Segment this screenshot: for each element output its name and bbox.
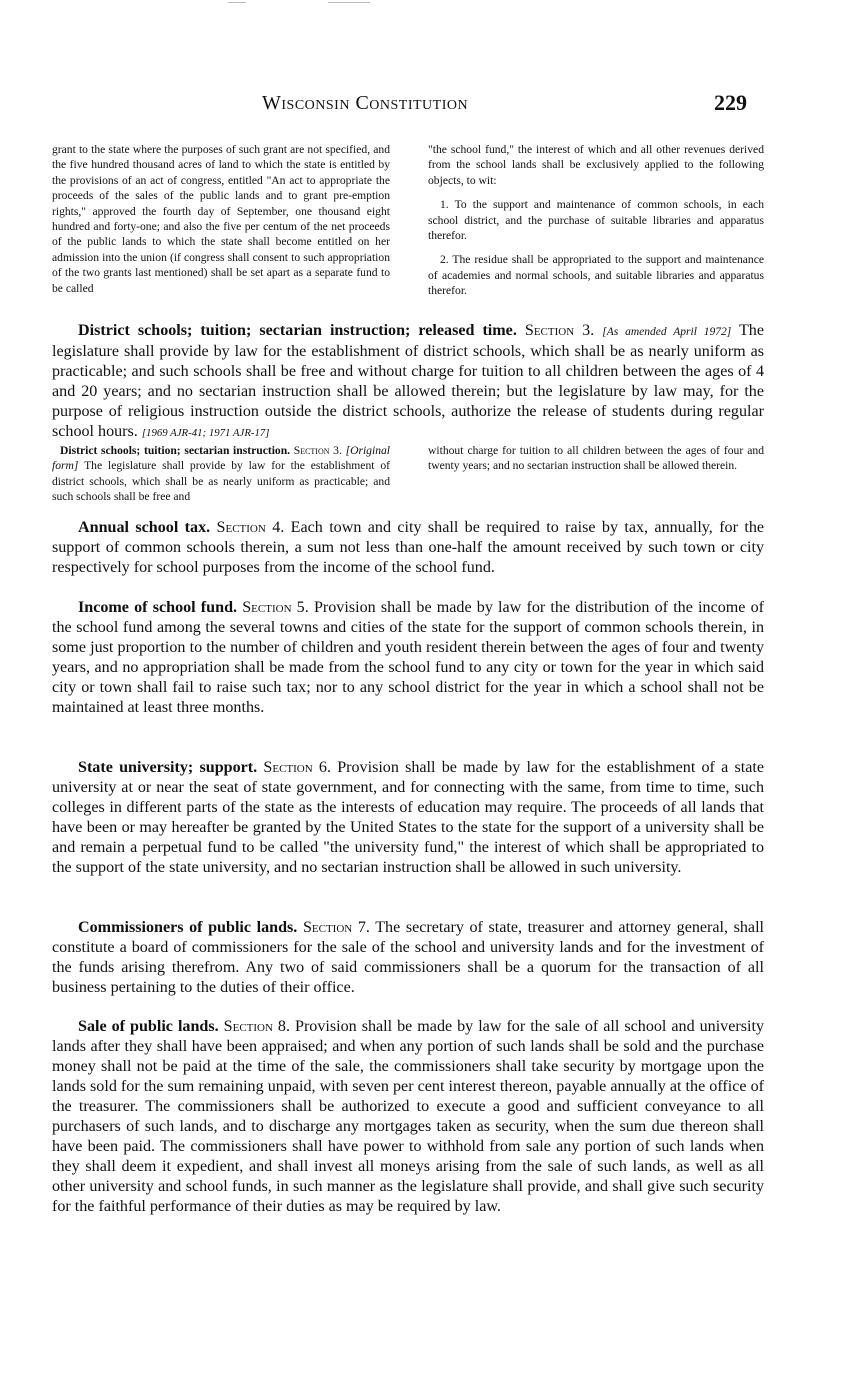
section-4-heading: Annual school tax. [78, 519, 211, 536]
page-number: 229 [714, 90, 747, 115]
original-form-heading: District schools; tuition; sectarian instruction. [60, 444, 291, 457]
section-8 [52, 1017, 764, 1217]
section-3-label: Section 3. [524, 322, 595, 339]
section-7-label: Section 7. [302, 919, 370, 936]
running-title: Wisconsin Constitution [262, 92, 469, 114]
original-form-label: Section 3. [293, 444, 342, 457]
section-7-heading: Commissioners of public lands. [78, 919, 298, 936]
carryover-right-column [428, 142, 764, 308]
carryover-left-column [52, 142, 390, 296]
section-5 [52, 598, 764, 718]
section-4 [52, 518, 764, 578]
section-6-text: Provision shall be made by law for the establishment of a state university at or near the seat of state government, and for connecting with the same, from time to time, such colleges in different parts of the state as the interests of education may require. The proceeds of all lands that have been or may hereafter be granted by the United States to the state for the support of a university shall be and remain a perpetual fund to be called "the university fund," the interest of which shall be appropriated to the support of the state university, and no sectarian instruction shall be allowed in such university. [52, 759, 764, 876]
section-3-amendment: [As amended April 1972] [602, 326, 732, 338]
section-7-text: The secretary of state, treasurer and attorney general, shall constitute a board of commissioners for the sale of the school and university lands and for the investment of the funds arising therefrom. Any two of said commissioners shall be a quorum for the transaction of all business pertaining to the duties of their office. [52, 919, 765, 996]
section-6-heading: State university; support. [78, 759, 258, 776]
section-3-heading: District schools; tuition; sectarian instruction; released time. [78, 322, 517, 339]
section-4-text: Each town and city shall be required to raise by tax, annually, for the support of common schools therein, a sum not less than one-half the amount received by such town or city respectively for school purposes from the income of the school fund. [52, 519, 765, 576]
original-form-text-left: The legislature shall provide by law for the establishment of district schools, which shall be as nearly uniform as practicable; and such schools shall be free and [52, 459, 390, 504]
original-form-left [52, 443, 390, 505]
section-8-text: Provision shall be made by law for the sale of all school and university lands after they shall have been appraised; and when any portion of such lands shall be sold and the purchase money shall not be paid at the time of the sale, the commissioners shall take security by mortgage upon the lands sold for the sum remaining unpaid, with seven per cent interest thereon, payable annually at the office of the treasurer. The commissioners shall be authorized to execute a good and sufficient conveyance to all purchasers of such lands, and to discharge any mortgages taken as security, when the sum due thereon shall have been paid. The commissioners shall have power to withhold from sale any portion of such lands when they shall deem it expedient, and shall invest all moneys arising from the sale of such lands, as well as all other university and school funds, in such manner as the legislature shall provide, and shall give such security for the faithful performance of their duties as may be required by law. [52, 1018, 764, 1215]
original-form-right [428, 443, 764, 474]
carryover-right-intro: "the school fund," the interest of which and all other revenues derived from the school lands shall be exclusively applied to the following objects, to wit: [428, 143, 764, 187]
carryover-item-2: 2. The residue shall be appropriated to the support and maintenance of academies and normal schools, and suitable libraries and apparatus therefor. [428, 253, 764, 298]
section-6 [52, 758, 764, 878]
section-8-heading: Sale of public lands. [78, 1018, 219, 1035]
section-6-label: Section 6. [263, 759, 331, 776]
section-7 [52, 918, 764, 998]
carryover-item-1: 1. To the support and maintenance of common schools, in each school district, and the purchase of suitable libraries and apparatus therefor. [428, 198, 764, 243]
original-form-tag: [Original form] [52, 444, 391, 473]
section-5-label: Section 5. [242, 599, 309, 616]
section-3-note: [1969 AJR-41; 1971 AJR-17] [141, 427, 270, 439]
scan-marks [228, 0, 378, 6]
section-3 [52, 321, 764, 443]
carryover-left-text: grant to the state where the purposes of such grant are not specified, and the five hundred thousand acres of land to which the state is entitled by the provisions of an act of congress, entitled "An act to appropriate the proceeds of the sales of the public lands and to grant pre-emption rights," approved the fourth day of September, one thousand eight hundred and forty-one; and also the five per centum of the net proceeds of the public lands to which the state shall become entitled on her admission into the union (if congress shall consent to such appropriation of the two grants last mentioned) shall be set apart as a separate fund to be called [52, 143, 390, 295]
section-4-label: Section 4. [216, 519, 285, 536]
section-5-heading: Income of school fund. [78, 599, 238, 616]
section-5-text: Provision shall be made by law for the distribution of the income of the school fund among the several towns and cities of the state for the support of common schools therein, in some just proportion to the number of children and youth resident therein between the ages of four and twenty years, and no appropriation shall be made from the school fund to any city or town for the year in which said city or town shall fail to raise such tax; nor to any school district for the year in which a school shall not be maintained at least three months. [52, 599, 765, 716]
original-form-text-right: without charge for tuition to all children between the ages of four and twenty years; and no sectarian instruction shall be allowed therein. [428, 444, 764, 473]
section-3-text: The legislature shall provide by law for the establishment of district schools, which shall be as nearly uniform as practicable; and such schools shall be free and without charge for tuition to all children between the ages of 4 and 20 years; and no sectarian instruction shall be allowed therein; but the legislature by law may, for the purpose of religious instruction outside the district schools, authorize the release of students during regular school hours. [52, 322, 764, 440]
section-8-label: Section 8. [223, 1018, 290, 1035]
